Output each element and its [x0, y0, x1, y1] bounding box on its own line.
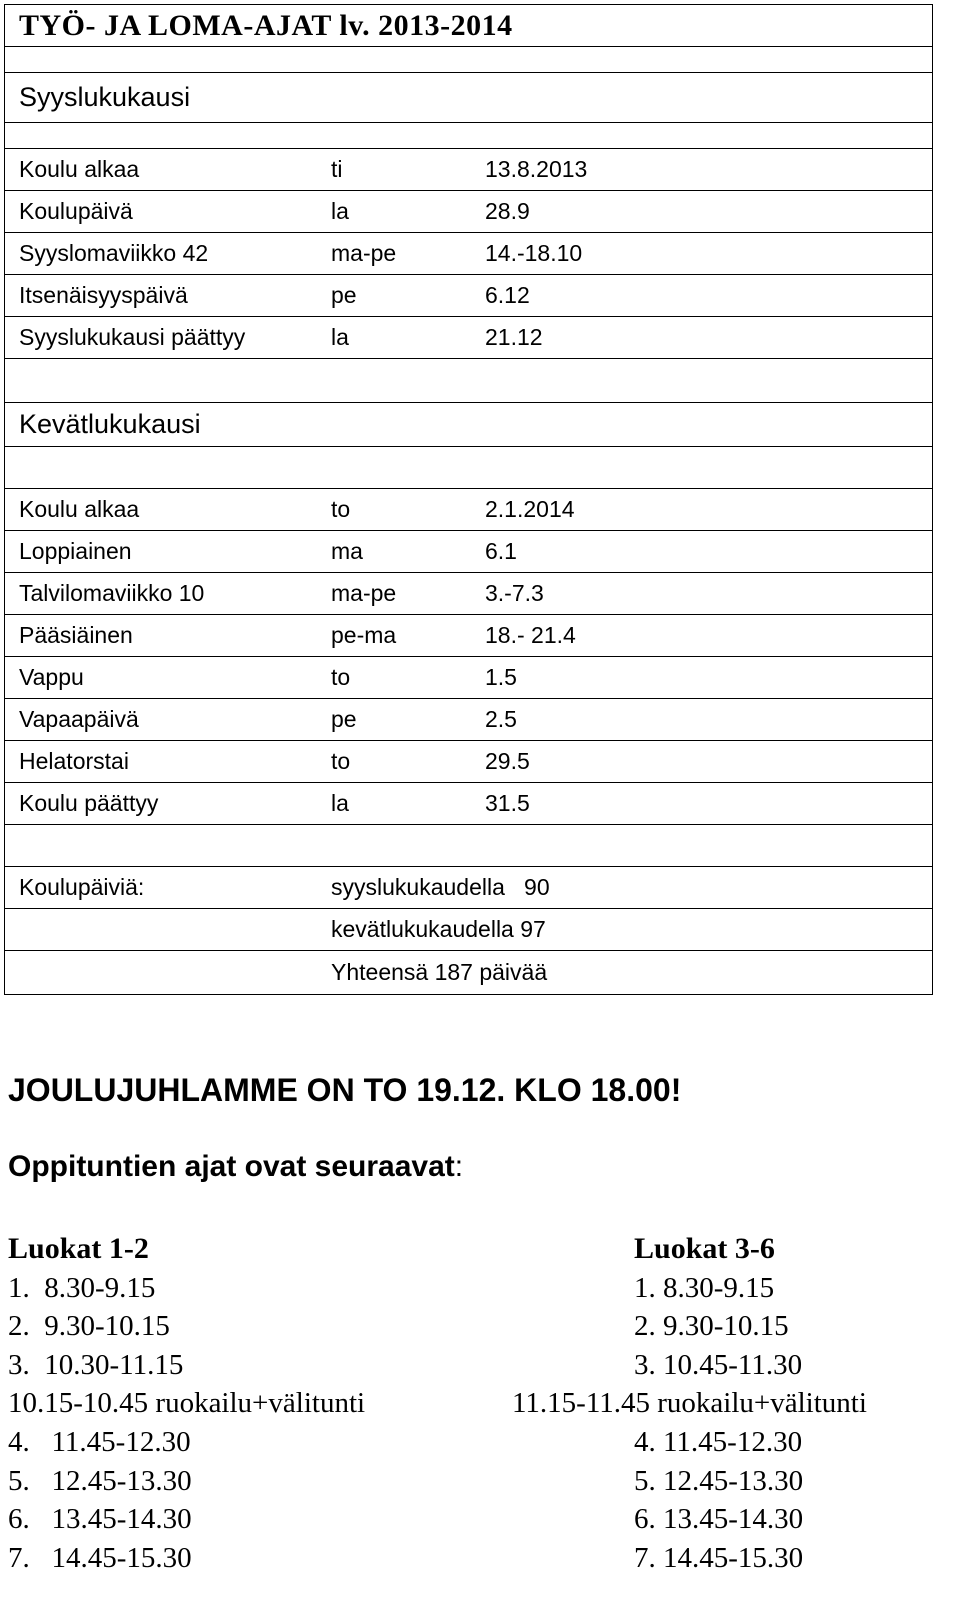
- event-day: to: [331, 496, 351, 522]
- calendar-table: [4, 4, 933, 995]
- schedule-line: 6. 13.45-14.30: [634, 1503, 804, 1536]
- event-date: 13.8.2013: [485, 156, 588, 182]
- spacer-row: [5, 825, 932, 867]
- lessons-heading: [8, 1150, 463, 1184]
- table-row: [5, 149, 932, 191]
- event-name: Vappu: [19, 664, 84, 690]
- lessons-heading-text: Oppituntien ajat ovat seuraavat: [8, 1150, 455, 1183]
- event-day: ma: [331, 538, 363, 564]
- autumn-heading-row: [5, 73, 932, 123]
- schedule-line: 7. 14.45-15.30: [8, 1541, 192, 1574]
- table-row: [5, 489, 932, 531]
- schedule-line: 11.15-11.45 ruokailu+välitunti: [512, 1387, 867, 1420]
- schedule-grades-3-6: [512, 1230, 867, 1577]
- event-date: 2.5: [485, 706, 517, 732]
- schedule-line: 7. 14.45-15.30: [634, 1541, 804, 1574]
- schooldays-row: [5, 909, 932, 951]
- schooldays-row: [5, 867, 932, 909]
- table-row: [5, 699, 932, 741]
- schedule-line: 4. 11.45-12.30: [634, 1425, 803, 1458]
- event-name: Syyslukukausi päättyy: [19, 324, 246, 350]
- event-date: 6.12: [485, 282, 530, 308]
- event-day: pe: [331, 282, 357, 308]
- lessons-heading-colon: :: [454, 1150, 464, 1183]
- event-date: 2.1.2014: [485, 496, 575, 522]
- announcement: JOULUJUHLAMME ON TO 19.12. KLO 18.00!: [8, 1072, 682, 1108]
- table-row: [5, 573, 932, 615]
- event-date: 3.-7.3: [485, 580, 544, 606]
- event-date: 18.- 21.4: [485, 622, 576, 648]
- event-day: to: [331, 748, 351, 774]
- schedule-line: 2. 9.30-10.15: [634, 1310, 789, 1343]
- spacer-row: [5, 47, 932, 73]
- page-title: TYÖ- JA LOMA-AJAT lv. 2013-2014: [19, 8, 513, 42]
- schedule-line: 5. 12.45-13.30: [634, 1464, 804, 1497]
- schooldays-autumn: syyslukukaudella 90: [331, 874, 550, 900]
- event-name: Loppiainen: [19, 538, 132, 564]
- table-row: [5, 783, 932, 825]
- spacer-row: [5, 447, 932, 489]
- schooldays-total: Yhteensä 187 päivää: [331, 959, 548, 985]
- event-name: Koulu alkaa: [19, 156, 140, 182]
- event-day: la: [331, 198, 349, 224]
- event-name: Pääsiäinen: [19, 622, 133, 648]
- schedule-line: 3. 10.30-11.15: [8, 1348, 184, 1381]
- spring-heading-row: [5, 403, 932, 447]
- schedule-heading: Luokat 3-6: [634, 1232, 775, 1265]
- event-date: 14.-18.10: [485, 240, 583, 266]
- event-name: Itsenäisyyspäivä: [19, 282, 188, 308]
- event-day: ma-pe: [331, 580, 397, 606]
- schedule-heading: Luokat 1-2: [8, 1232, 149, 1265]
- table-row: [5, 531, 932, 573]
- event-date: 29.5: [485, 748, 530, 774]
- schedule-line: 6. 13.45-14.30: [8, 1503, 192, 1536]
- table-row: [5, 741, 932, 783]
- event-day: la: [331, 790, 349, 816]
- event-name: Syyslomaviikko 42: [19, 240, 209, 266]
- spacer-row: [5, 359, 932, 403]
- event-date: 28.9: [485, 198, 530, 224]
- spring-heading: Kevätlukukausi: [19, 409, 201, 439]
- schooldays-row: [5, 951, 932, 994]
- schedule-line: 1. 8.30-9.15: [634, 1271, 775, 1304]
- title-row: [5, 5, 932, 47]
- event-day: ti: [331, 156, 343, 182]
- table-row: [5, 233, 932, 275]
- event-name: Helatorstai: [19, 748, 129, 774]
- spacer-row: [5, 123, 932, 149]
- table-row: [5, 657, 932, 699]
- event-day: pe: [331, 706, 357, 732]
- schooldays-spring: kevätlukukaudella 97: [331, 916, 546, 942]
- event-day: pe-ma: [331, 622, 397, 648]
- event-name: Koulu päättyy: [19, 790, 159, 816]
- event-day: la: [331, 324, 349, 350]
- event-date: 21.12: [485, 324, 543, 350]
- schedule-line: 1. 8.30-9.15: [8, 1271, 156, 1304]
- autumn-heading: Syyslukukausi: [19, 82, 191, 112]
- event-date: 6.1: [485, 538, 517, 564]
- event-date: 1.5: [485, 664, 517, 690]
- schedule-line: 2. 9.30-10.15: [8, 1310, 170, 1343]
- schedule-line: 4. 11.45-12.30: [8, 1425, 191, 1458]
- table-row: [5, 275, 932, 317]
- event-date: 31.5: [485, 790, 530, 816]
- schedule-line: 10.15-10.45 ruokailu+välitunti: [8, 1387, 366, 1420]
- schedule-line: 3. 10.45-11.30: [634, 1348, 803, 1381]
- event-day: to: [331, 664, 351, 690]
- event-name: Vapaapäivä: [19, 706, 139, 732]
- event-name: Koulu alkaa: [19, 496, 140, 522]
- event-day: ma-pe: [331, 240, 397, 266]
- event-name: Talvilomaviikko 10: [19, 580, 205, 606]
- schooldays-label: Koulupäiviä:: [19, 874, 145, 900]
- event-name: Koulupäivä: [19, 198, 133, 224]
- schedule-line: 5. 12.45-13.30: [8, 1464, 192, 1497]
- schedule-grades-1-2: [8, 1230, 365, 1577]
- table-row: [5, 191, 932, 233]
- table-row: [5, 317, 932, 359]
- table-row: [5, 615, 932, 657]
